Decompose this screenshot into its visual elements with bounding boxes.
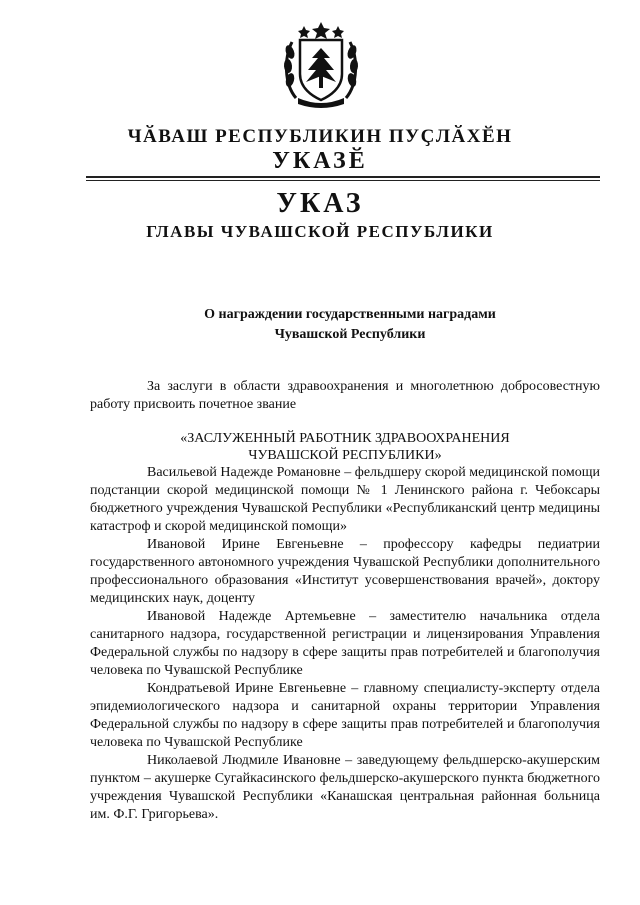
recipient-paragraph: Ивановой Ирине Евгеньевне – профессору кафедры педиатрии государственного автономного учреждения Чувашской Республики дополнительного профессионального образования «Институт усовершенствования врачей», доктору медицинских наук, доценту <box>90 537 600 606</box>
document-title-line2: Чувашской Республики <box>274 327 426 342</box>
award-title <box>90 430 600 464</box>
document-title-line1: О награждении государственными наградами <box>204 307 496 322</box>
recipient-paragraph: Васильевой Надежде Романовне – фельдшеру скорой медицинской помощи подстанции скорой медицинской помощи № 1 Ленинского района г. Чебоксары бюджетного учреждения Чувашской Республики «Республиканский центр медицины катастроф и скорой медицинской помощи» <box>90 465 600 534</box>
recipient-paragraph: Кондратьевой Ирине Евгеньевне – главному специалисту-эксперту отдела эпидемиологического надзора и санитарной охраны территории Управления Федеральной службы по надзору в сфере защиты прав потребителей и благополучия человека по Чувашской Республике <box>90 681 600 750</box>
intro-paragraph: За заслуги в области здравоохранения и многолетнюю добросовестную работу присвоить почетное звание <box>90 379 600 412</box>
recipient-paragraph: Ивановой Надежде Артемьевне – заместителю начальника отдела санитарного надзора, государственной регистрации и лицензирования Управления Федеральной службы по надзору в сфере защиты прав потребителей и благополучия человека по Чувашской Республике <box>90 609 600 678</box>
award-title-line1: «ЗАСЛУЖЕННЫЙ РАБОТНИК ЗДРАВООХРАНЕНИЯ <box>180 431 510 446</box>
recipient-paragraph: Николаевой Людмиле Ивановне – заведующему фельдшерско-акушерским пунктом – акушерке Сугайкасинского фельдшерско-акушерского пункта бюджетного учреждения Чувашской Республики «Канашская центральная районная больница им. Ф.Г. Григорьева». <box>90 753 600 822</box>
header-divider-thin <box>86 180 600 181</box>
header-divider-thick <box>86 176 600 178</box>
header-chuvash-line1: ЧӐВАШ РЕСПУБЛИКИН ПУҪЛӐХӖН <box>127 126 513 147</box>
header-russian-line2: ГЛАВЫ ЧУВАШСКОЙ РЕСПУБЛИКИ <box>146 222 494 241</box>
header-chuvash-line2: УКАЗӖ <box>272 148 368 174</box>
header-russian-line1: УКАЗ <box>276 188 364 219</box>
award-title-line2: ЧУВАШСКОЙ РЕСПУБЛИКИ» <box>248 448 442 463</box>
document-title <box>0 305 640 345</box>
chuvash-coat-of-arms-emblem <box>282 18 360 108</box>
document-body <box>90 378 600 824</box>
